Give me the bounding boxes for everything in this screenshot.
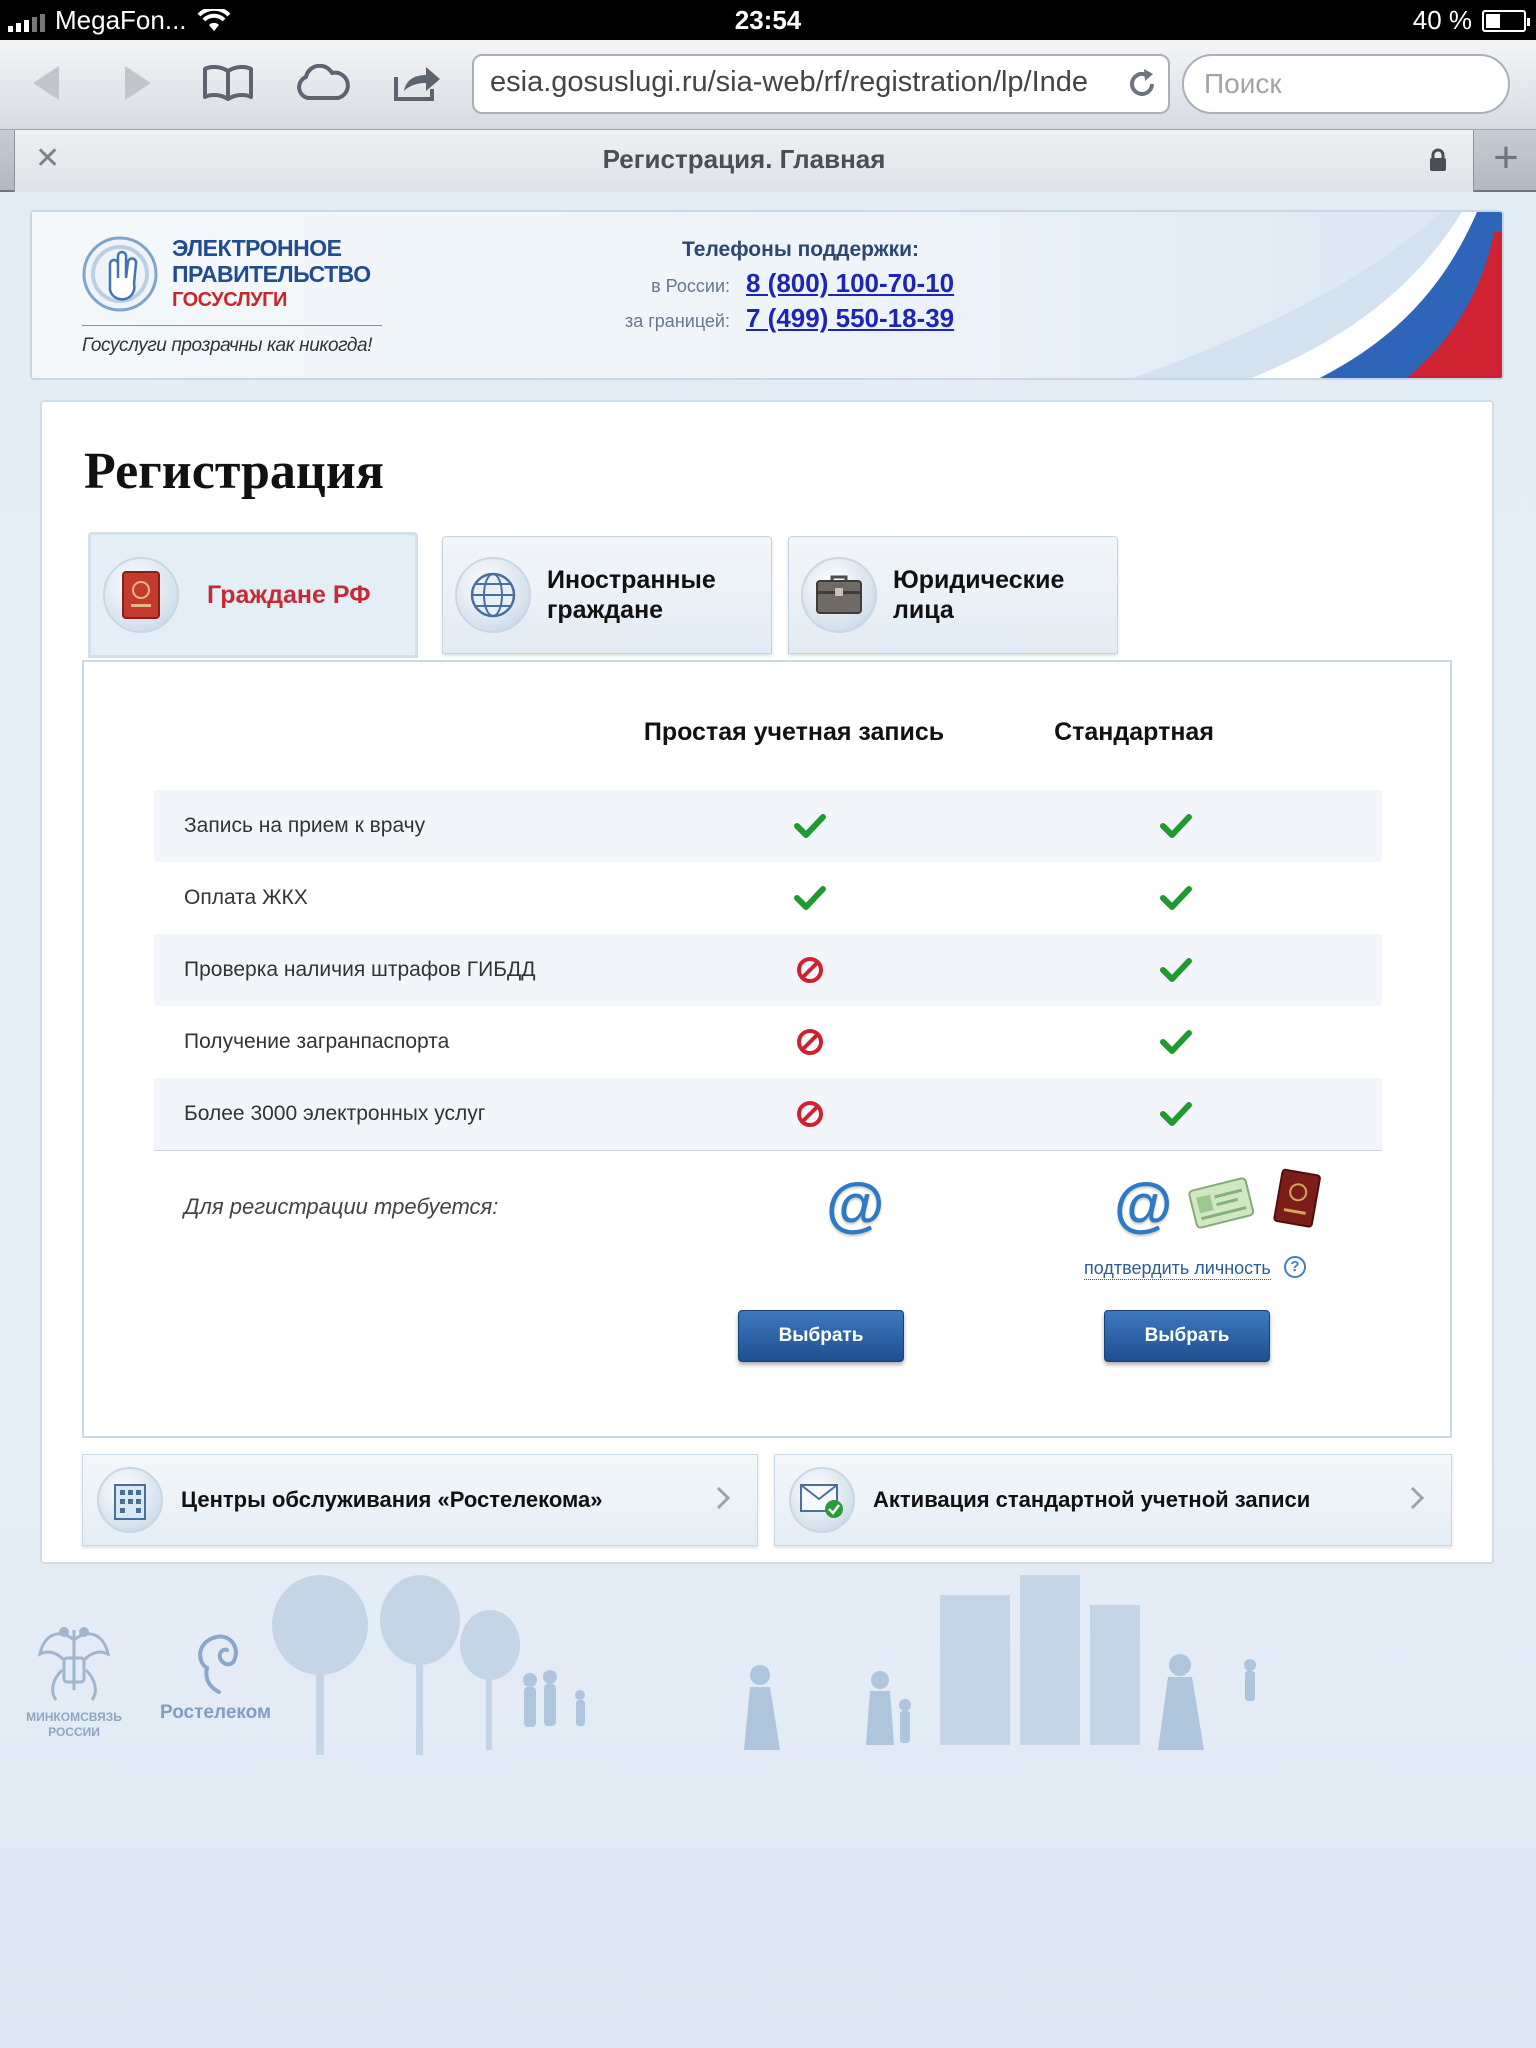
requirements-label: Для регистрации требуется: bbox=[184, 1194, 499, 1219]
battery-icon bbox=[1482, 10, 1526, 32]
url-text: esia.gosuslugi.ru/sia-web/rf/registration/lp/Inde bbox=[490, 66, 1089, 98]
feature-table bbox=[154, 790, 1382, 1150]
table-row bbox=[154, 934, 1382, 1006]
clock: 23:54 bbox=[734, 5, 802, 35]
activate-standard-account-label: Активация стандартной учетной записи bbox=[873, 1487, 1311, 1512]
feature-name: Оплата ЖКХ bbox=[184, 886, 308, 909]
column-standard-account: Стандартная bbox=[1054, 718, 1214, 746]
table-row bbox=[154, 790, 1382, 862]
lock-icon bbox=[1429, 148, 1447, 172]
feature-name: Более 3000 электронных услуг bbox=[184, 1102, 486, 1125]
logo-line-1: ЭЛЕКТРОННОЕ bbox=[172, 235, 342, 261]
forward-button[interactable] bbox=[110, 58, 166, 108]
address-bar[interactable] bbox=[472, 54, 1170, 114]
back-button[interactable] bbox=[18, 58, 74, 108]
forbidden-icon bbox=[790, 1022, 830, 1062]
check-icon bbox=[790, 878, 830, 918]
help-icon[interactable]: ? bbox=[1284, 1256, 1306, 1278]
check-icon bbox=[1156, 1022, 1196, 1062]
activate-standard-account-link[interactable] bbox=[774, 1454, 1452, 1546]
select-standard-button[interactable]: Выбрать bbox=[1104, 1310, 1270, 1362]
rostelecom-centers-label: Центры обслуживания «Ростелекома» bbox=[181, 1487, 603, 1512]
bookmarks-button[interactable] bbox=[200, 58, 256, 108]
chevron-right-icon bbox=[715, 1485, 731, 1511]
table-divider bbox=[154, 1150, 1382, 1151]
briefcase-icon bbox=[814, 573, 864, 617]
tab-foreigners-label: Иностранные граждане bbox=[547, 566, 716, 624]
flag-swoosh-decoration bbox=[1042, 212, 1502, 380]
share-button[interactable] bbox=[390, 58, 446, 108]
email-at-icon: @ bbox=[826, 1171, 885, 1238]
check-icon bbox=[790, 806, 830, 846]
confirm-identity-link[interactable]: подтвердить личность bbox=[1084, 1258, 1271, 1278]
logo-line-2: ПРАВИТЕЛЬСТВО bbox=[172, 261, 371, 287]
battery-status bbox=[1413, 5, 1526, 36]
mail-check-icon bbox=[798, 1479, 846, 1521]
cloud-icon bbox=[294, 64, 350, 102]
check-icon bbox=[1156, 950, 1196, 990]
building-icon bbox=[109, 1479, 151, 1521]
city-scene-decoration bbox=[260, 1565, 1280, 1765]
tab-legal-entities[interactable] bbox=[788, 536, 1118, 654]
rostelecom-centers-link[interactable] bbox=[82, 1454, 758, 1546]
icloud-tabs-button[interactable] bbox=[294, 58, 350, 108]
registration-panel bbox=[40, 400, 1494, 1564]
page-title: Регистрация bbox=[84, 443, 384, 500]
forward-arrow-icon bbox=[121, 64, 155, 102]
battery-percent: 40 % bbox=[1412, 5, 1472, 35]
abroad-phone-link[interactable]: 7 (499) 550-18-39 bbox=[746, 303, 955, 333]
share-icon bbox=[392, 63, 444, 103]
search-input[interactable] bbox=[1182, 54, 1510, 114]
minkomsvyaz-line-2: РОССИИ bbox=[48, 1725, 100, 1739]
minkomsvyaz-logo[interactable] bbox=[26, 1620, 122, 1740]
passport-icon bbox=[1268, 1168, 1324, 1230]
forbidden-icon bbox=[790, 950, 830, 990]
column-simple-account: Простая учетная запись bbox=[643, 718, 945, 746]
minkomsvyaz-line-1: МИНКОМСВЯЗЬ bbox=[26, 1710, 122, 1724]
hand-emblem-icon bbox=[80, 234, 160, 314]
feature-name: Получение загранпаспорта bbox=[184, 1030, 450, 1053]
book-icon bbox=[202, 65, 254, 101]
logo-divider bbox=[82, 325, 382, 326]
rostelecom-logo[interactable] bbox=[160, 1632, 271, 1724]
tab-citizens[interactable] bbox=[88, 532, 418, 658]
reload-icon[interactable] bbox=[1126, 68, 1158, 100]
check-icon bbox=[1156, 806, 1196, 846]
globe-icon bbox=[468, 570, 518, 620]
email-at-icon: @ bbox=[1114, 1171, 1173, 1238]
close-tab-icon[interactable]: ✕ bbox=[35, 142, 61, 175]
status-bar bbox=[0, 0, 1536, 40]
new-tab-button[interactable]: + bbox=[1493, 133, 1519, 182]
tab-title: Регистрация. Главная bbox=[602, 144, 886, 174]
check-icon bbox=[1156, 1094, 1196, 1134]
carrier-name: MegaFon... bbox=[55, 5, 187, 35]
table-row bbox=[154, 862, 1382, 934]
rostelecom-label: Ростелеком bbox=[160, 1702, 272, 1723]
table-row bbox=[154, 1078, 1382, 1150]
back-arrow-icon bbox=[29, 64, 63, 102]
feature-name: Проверка наличия штрафов ГИБДД bbox=[184, 958, 536, 981]
browser-tab-bar bbox=[0, 130, 1536, 192]
coat-of-arms-icon bbox=[34, 1620, 114, 1706]
browser-toolbar bbox=[0, 40, 1536, 130]
passport-icon bbox=[121, 570, 161, 620]
tab-legal-entities-label: Юридические лица bbox=[893, 566, 1065, 624]
account-comparison bbox=[82, 660, 1452, 1438]
support-title: Телефоны поддержки: bbox=[682, 238, 920, 261]
support-phones bbox=[606, 238, 954, 334]
russia-label: в России: bbox=[651, 276, 730, 296]
gosuslugi-logo[interactable] bbox=[80, 234, 371, 314]
slogan: Госуслуги прозрачны как никогда! bbox=[82, 335, 373, 356]
site-header bbox=[30, 210, 1504, 380]
select-simple-button[interactable]: Выбрать bbox=[738, 1310, 904, 1362]
check-icon bbox=[1156, 878, 1196, 918]
snils-card-icon bbox=[1188, 1174, 1254, 1230]
rostelecom-icon bbox=[189, 1632, 243, 1696]
browser-tab[interactable] bbox=[14, 130, 1474, 192]
feature-name: Запись на прием к врачу bbox=[184, 814, 426, 837]
abroad-label: за границей: bbox=[624, 311, 730, 331]
tab-citizens-label: Граждане РФ bbox=[207, 581, 371, 609]
chevron-right-icon bbox=[1409, 1485, 1425, 1511]
logo-line-3: ГОСУСЛУГИ bbox=[172, 289, 287, 311]
russia-phone-link[interactable]: 8 (800) 100-70-10 bbox=[746, 268, 955, 298]
table-row bbox=[154, 1006, 1382, 1078]
tab-foreigners[interactable] bbox=[442, 536, 772, 654]
forbidden-icon bbox=[790, 1094, 830, 1134]
